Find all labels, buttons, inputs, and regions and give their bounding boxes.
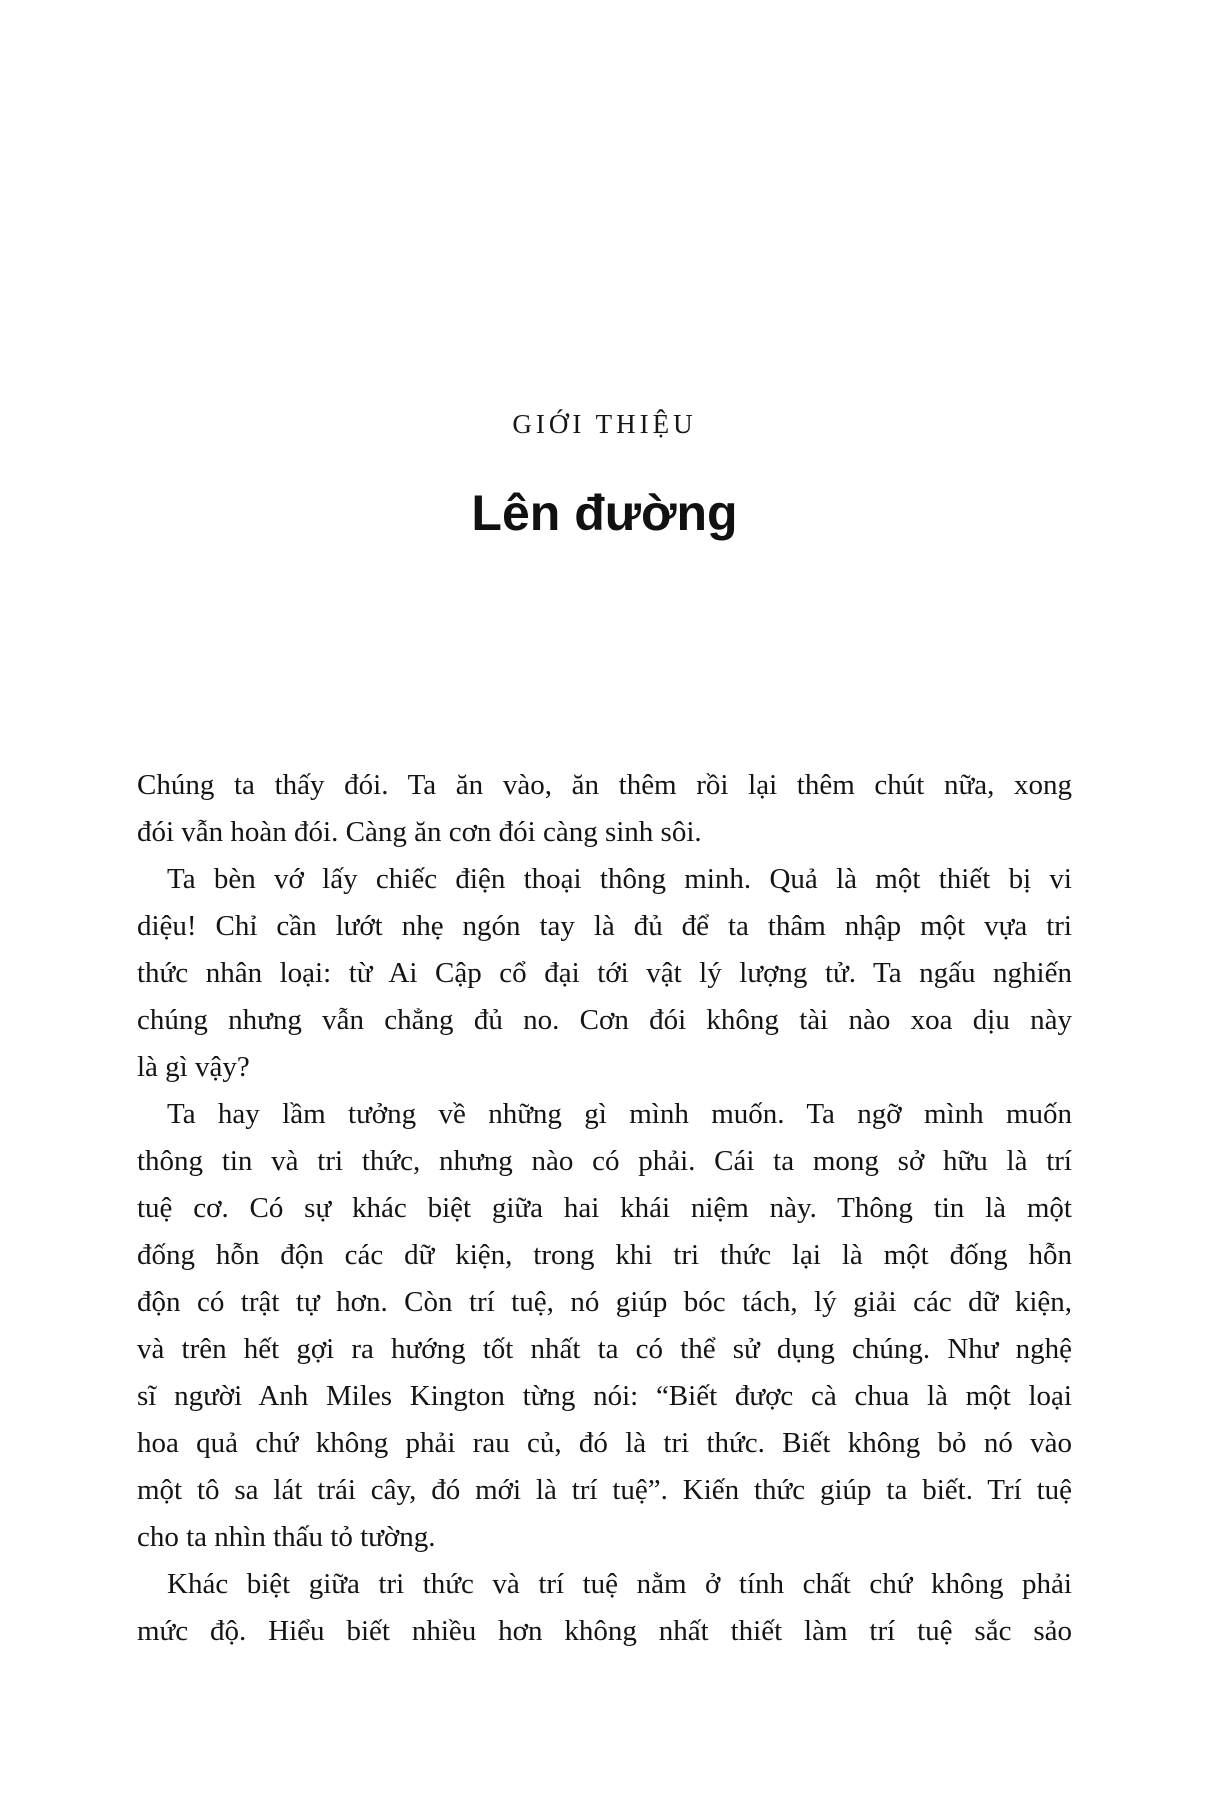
text-line: chúng nhưng vẫn chẳng đủ no. Cơn đói không tài nào xoa dịu này [137,1004,1072,1036]
text-line: độn có trật tự hơn. Còn trí tuệ, nó giúp bóc tách, lý giải các dữ kiện, [137,1286,1072,1318]
text-line: Ta hay lầm tưởng về những gì mình muốn. Ta ngỡ mình muốn [167,1098,1072,1130]
text-line: mức độ. Hiểu biết nhiều hơn không nhất thiết làm trí tuệ sắc sảo [137,1615,1072,1647]
text-line: Chúng ta thấy đói. Ta ăn vào, ăn thêm rồi lại thêm chút nữa, xong [137,769,1072,801]
text-line: Khác biệt giữa tri thức và trí tuệ nằm ở tính chất chứ không phải [167,1568,1072,1600]
text-line: là gì vậy? [137,1051,250,1083]
text-line: thức nhân loại: từ Ai Cập cổ đại tới vật lý lượng tử. Ta ngấu nghiến [137,957,1072,989]
text-line: và trên hết gợi ra hướng tốt nhất ta có thể sử dụng chúng. Như nghệ [137,1333,1072,1365]
body-text [137,762,1072,1655]
text-line: đống hỗn độn các dữ kiện, trong khi tri thức lại là một đống hỗn [137,1239,1072,1271]
text-line: sĩ người Anh Miles Kington từng nói: “Biết được cà chua là một loại [137,1380,1072,1412]
text-line: thông tin và tri thức, nhưng nào có phải. Cái ta mong sở hữu là trí [137,1145,1072,1177]
section-label: GIỚI THIỆU [512,409,697,439]
text-line: cho ta nhìn thấu tỏ tường. [137,1521,436,1553]
text-line: Ta bèn vớ lấy chiếc điện thoại thông minh. Quả là một thiết bị vi [167,863,1072,895]
text-line: hoa quả chứ không phải rau củ, đó là tri thức. Biết không bỏ nó vào [137,1427,1072,1459]
chapter-title: Lên đường [471,485,738,541]
text-line: diệu! Chỉ cần lướt nhẹ ngón tay là đủ để ta thâm nhập một vựa tri [137,910,1072,942]
text-line: một tô sa lát trái cây, đó mới là trí tuệ”. Kiến thức giúp ta biết. Trí tuệ [137,1474,1072,1506]
text-line: tuệ cơ. Có sự khác biệt giữa hai khái niệm này. Thông tin là một [137,1192,1072,1224]
text-line: đói vẫn hoàn đói. Càng ăn cơn đói càng sinh sôi. [137,816,702,848]
